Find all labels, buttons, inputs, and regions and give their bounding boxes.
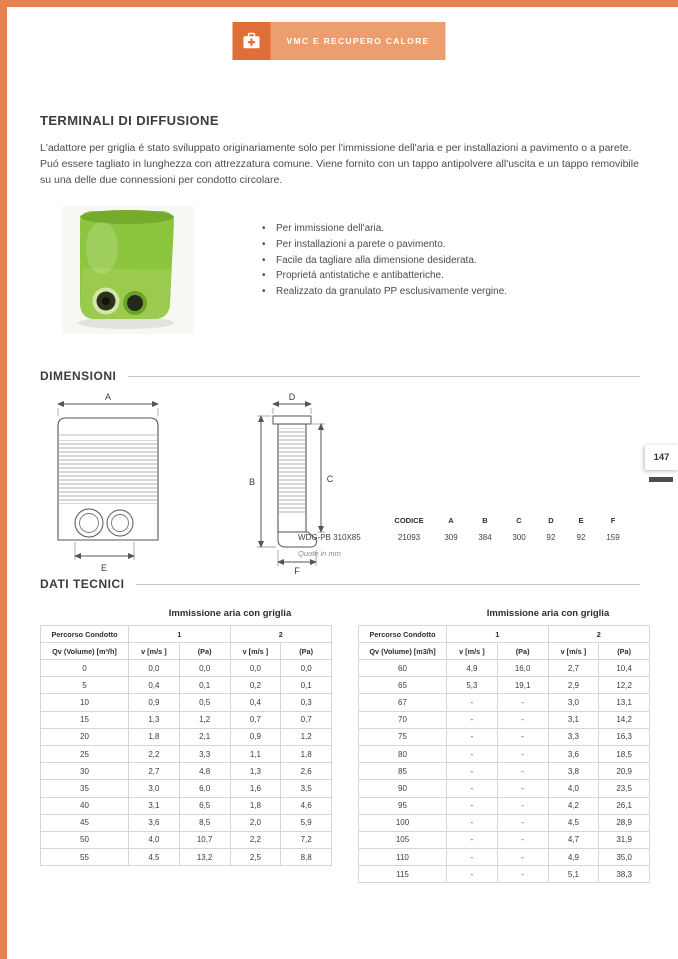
value-cell: 3,5 bbox=[281, 780, 332, 797]
value-cell: 2,9 bbox=[548, 677, 599, 694]
spec-value-f: 159 bbox=[606, 533, 620, 542]
tech-table-title: Immissione aria con griglia bbox=[486, 608, 610, 619]
spec-header-f: F bbox=[610, 516, 616, 525]
table-row bbox=[41, 660, 332, 677]
value-cell: 4,0 bbox=[548, 780, 599, 797]
spec-header-b: B bbox=[482, 516, 488, 525]
qv-cell: 45 bbox=[41, 814, 129, 831]
value-cell: 1,8 bbox=[281, 745, 332, 762]
value-cell: 6,0 bbox=[179, 780, 230, 797]
value-cell: 8,8 bbox=[281, 849, 332, 866]
value-cell: - bbox=[497, 728, 548, 745]
bullet-icon: • bbox=[262, 223, 266, 234]
page-title: TERMINALI DI DIFFUSIONE bbox=[40, 113, 219, 128]
value-cell: 3,0 bbox=[548, 694, 599, 711]
value-cell: 4,6 bbox=[281, 797, 332, 814]
value-cell: 8,5 bbox=[179, 814, 230, 831]
qv-cell: 50 bbox=[41, 831, 129, 848]
value-cell: 1,6 bbox=[230, 780, 281, 797]
qv-cell: 0 bbox=[41, 660, 129, 677]
value-cell: 3,0 bbox=[129, 780, 180, 797]
table-row bbox=[41, 711, 332, 728]
value-cell: 0,5 bbox=[179, 694, 230, 711]
heading-rule bbox=[136, 584, 640, 585]
value-cell: - bbox=[497, 694, 548, 711]
qv-cell: 75 bbox=[359, 728, 447, 745]
table-row bbox=[41, 831, 332, 848]
value-cell: 0,0 bbox=[129, 660, 180, 677]
list-item bbox=[262, 284, 632, 300]
value-cell: 3,1 bbox=[548, 711, 599, 728]
value-cell: 12,2 bbox=[599, 677, 650, 694]
value-cell: 4,8 bbox=[179, 763, 230, 780]
qv-cell: 80 bbox=[359, 745, 447, 762]
tech-table bbox=[358, 625, 650, 883]
table-row bbox=[359, 711, 650, 728]
sub-header: (Pa) bbox=[497, 643, 548, 660]
value-cell: - bbox=[497, 763, 548, 780]
group-header: 1 bbox=[447, 626, 549, 643]
value-cell: 0,1 bbox=[281, 677, 332, 694]
bullet-icon: • bbox=[262, 238, 266, 250]
value-cell: 4,9 bbox=[548, 849, 599, 866]
qv-cell: 115 bbox=[359, 866, 447, 883]
value-cell: 0,0 bbox=[230, 660, 281, 677]
value-cell: 3,3 bbox=[548, 728, 599, 745]
value-cell: 13,2 bbox=[179, 849, 230, 866]
sub-header: v [m/s ] bbox=[447, 643, 498, 660]
value-cell: 2,2 bbox=[230, 831, 281, 848]
value-cell: 2,1 bbox=[179, 728, 230, 745]
value-cell: - bbox=[497, 711, 548, 728]
qv-cell: 105 bbox=[359, 831, 447, 848]
value-cell: 1,1 bbox=[230, 745, 281, 762]
value-cell: 13,1 bbox=[599, 694, 650, 711]
list-item bbox=[262, 221, 632, 237]
list-item bbox=[262, 268, 632, 284]
table-row bbox=[359, 831, 650, 848]
value-cell: 0,0 bbox=[179, 660, 230, 677]
bullet-icon: • bbox=[262, 270, 266, 282]
value-cell: 2,2 bbox=[129, 745, 180, 762]
value-cell: 1,3 bbox=[129, 711, 180, 728]
spec-value-b: 384 bbox=[478, 533, 492, 542]
table-header-row bbox=[41, 626, 332, 643]
spec-header-e: E bbox=[578, 516, 584, 525]
bullet-text: Facile da tagliare alla dimensione desiderata. bbox=[276, 254, 477, 266]
value-cell: 10,4 bbox=[599, 660, 650, 677]
value-cell: 1,2 bbox=[179, 711, 230, 728]
qv-cell: 35 bbox=[41, 780, 129, 797]
table-row bbox=[359, 849, 650, 866]
value-cell: 19,1 bbox=[497, 677, 548, 694]
qv-cell: 95 bbox=[359, 797, 447, 814]
qv-cell: 25 bbox=[41, 745, 129, 762]
tech-table-title: Immissione aria con griglia bbox=[168, 608, 292, 619]
value-cell: - bbox=[447, 711, 498, 728]
table-header-row bbox=[359, 626, 650, 643]
feature-bullet-list bbox=[262, 221, 632, 300]
table-row bbox=[359, 780, 650, 797]
value-cell: - bbox=[497, 866, 548, 883]
corner-header: Percorso Condotto bbox=[41, 626, 129, 643]
value-cell: 14,2 bbox=[599, 711, 650, 728]
value-cell: 4,2 bbox=[548, 797, 599, 814]
value-cell: 16,0 bbox=[497, 660, 548, 677]
bullet-text: Proprietá antistatiche e antibatteriche. bbox=[276, 270, 444, 282]
value-cell: - bbox=[447, 849, 498, 866]
spec-header-a: A bbox=[448, 516, 454, 525]
value-cell: 2,0 bbox=[230, 814, 281, 831]
value-cell: 3,6 bbox=[548, 745, 599, 762]
spec-header-d: D bbox=[548, 516, 554, 525]
dimensioni-heading bbox=[40, 369, 640, 383]
sub-header: (Pa) bbox=[599, 643, 650, 660]
value-cell: - bbox=[447, 814, 498, 831]
table-row bbox=[359, 866, 650, 883]
table-row bbox=[359, 763, 650, 780]
dim-label-e: E bbox=[100, 563, 108, 573]
group-header: 1 bbox=[129, 626, 231, 643]
value-cell: - bbox=[497, 780, 548, 797]
bullet-text: Per immissione dell'aria. bbox=[276, 223, 385, 234]
value-cell: 0,1 bbox=[179, 677, 230, 694]
value-cell: 2,7 bbox=[548, 660, 599, 677]
value-cell: 1,8 bbox=[129, 728, 180, 745]
table-row bbox=[359, 745, 650, 762]
value-cell: 0,0 bbox=[281, 660, 332, 677]
dim-label-b: B bbox=[248, 477, 256, 487]
table-row bbox=[41, 728, 332, 745]
value-cell: 1,8 bbox=[230, 797, 281, 814]
list-item bbox=[262, 253, 632, 269]
table-row bbox=[41, 814, 332, 831]
spec-header-codice: CODICE bbox=[394, 516, 424, 525]
qv-cell: 55 bbox=[41, 849, 129, 866]
page-number-box bbox=[645, 445, 678, 470]
table-row bbox=[41, 694, 332, 711]
sub-header: (Pa) bbox=[281, 643, 332, 660]
qv-cell: 85 bbox=[359, 763, 447, 780]
value-cell: 38,3 bbox=[599, 866, 650, 883]
value-cell: 7,2 bbox=[281, 831, 332, 848]
table-subheader-row bbox=[41, 643, 332, 660]
value-cell: 26,1 bbox=[599, 797, 650, 814]
spec-model-name: WDG-PB 310X85 bbox=[298, 533, 361, 542]
value-cell: 4,5 bbox=[548, 814, 599, 831]
value-cell: 4,9 bbox=[447, 660, 498, 677]
page-tab-underline bbox=[649, 477, 673, 482]
sub-header: v [m/s ] bbox=[129, 643, 180, 660]
value-cell: - bbox=[497, 849, 548, 866]
spec-value-e: 92 bbox=[576, 533, 586, 542]
value-cell: - bbox=[447, 780, 498, 797]
spec-value-c: 300 bbox=[512, 533, 526, 542]
value-cell: - bbox=[497, 745, 548, 762]
value-cell: 2,7 bbox=[129, 763, 180, 780]
table-row bbox=[359, 677, 650, 694]
value-cell: 18,5 bbox=[599, 745, 650, 762]
spec-value-a: 309 bbox=[444, 533, 458, 542]
value-cell: 0,3 bbox=[281, 694, 332, 711]
category-badge-label: VMC E RECUPERO CALORE bbox=[270, 22, 445, 60]
sub-header: (Pa) bbox=[179, 643, 230, 660]
table-row bbox=[359, 694, 650, 711]
product-photo bbox=[62, 206, 194, 334]
value-cell: - bbox=[447, 797, 498, 814]
value-cell: - bbox=[497, 797, 548, 814]
value-cell: 0,4 bbox=[129, 677, 180, 694]
qv-cell: 40 bbox=[41, 797, 129, 814]
qv-cell: 65 bbox=[359, 677, 447, 694]
qv-cell: 5 bbox=[41, 677, 129, 694]
value-cell: - bbox=[447, 694, 498, 711]
value-cell: 0,2 bbox=[230, 677, 281, 694]
qv-cell: 20 bbox=[41, 728, 129, 745]
sub-header: v [m/s ] bbox=[548, 643, 599, 660]
value-cell: - bbox=[447, 831, 498, 848]
table-row bbox=[359, 797, 650, 814]
tech-table-right bbox=[358, 608, 650, 883]
page-number: 147 bbox=[653, 452, 670, 463]
group-header: 2 bbox=[230, 626, 332, 643]
qv-cell: 90 bbox=[359, 780, 447, 797]
value-cell: 2,6 bbox=[281, 763, 332, 780]
section-title: DATI TECNICI bbox=[40, 577, 125, 591]
dim-label-d: D bbox=[288, 392, 296, 402]
qv-cell: 70 bbox=[359, 711, 447, 728]
value-cell: 3,1 bbox=[129, 797, 180, 814]
front-view-drawing bbox=[58, 392, 158, 573]
heading-rule bbox=[128, 376, 640, 377]
table-row bbox=[359, 660, 650, 677]
qv-header: Qv (Volume) [m3/h] bbox=[359, 643, 447, 660]
value-cell: 5,3 bbox=[447, 677, 498, 694]
tech-table-left bbox=[40, 608, 332, 866]
spec-value-codice: 21093 bbox=[397, 533, 421, 542]
value-cell: 0,7 bbox=[281, 711, 332, 728]
value-cell: 20,9 bbox=[599, 763, 650, 780]
table-row bbox=[359, 728, 650, 745]
spec-value-d: 92 bbox=[546, 533, 556, 542]
page-border-top bbox=[0, 0, 678, 7]
value-cell: - bbox=[447, 763, 498, 780]
bullet-icon: • bbox=[262, 286, 266, 298]
value-cell: 2,5 bbox=[230, 849, 281, 866]
value-cell: - bbox=[497, 814, 548, 831]
value-cell: - bbox=[447, 728, 498, 745]
table-row bbox=[41, 677, 332, 694]
intro-paragraph: L'adattore per griglia é stato sviluppato originariamente solo per l'immissione dell'aria e per installazioni a pavimento o a parete. Puó essere tagliato in lunghezza con attrezzatura comune. Viene fornito con un tappo antipolvere all'uscita e un tappo removibile su una delle due connessioni per condotto circolare. bbox=[40, 142, 639, 186]
codice-table bbox=[298, 516, 634, 558]
value-cell: 4,0 bbox=[129, 831, 180, 848]
group-header: 2 bbox=[548, 626, 650, 643]
dim-label-a: A bbox=[104, 392, 112, 402]
value-cell: - bbox=[447, 866, 498, 883]
corner-header: Percorso Condotto bbox=[359, 626, 447, 643]
value-cell: 28,9 bbox=[599, 814, 650, 831]
value-cell: 5,9 bbox=[281, 814, 332, 831]
toolbox-icon bbox=[241, 32, 261, 50]
value-cell: 0,4 bbox=[230, 694, 281, 711]
qv-cell: 60 bbox=[359, 660, 447, 677]
value-cell: 0,9 bbox=[129, 694, 180, 711]
sub-header: v [m/s ] bbox=[230, 643, 281, 660]
qv-cell: 10 bbox=[41, 694, 129, 711]
spec-header-c: C bbox=[516, 516, 522, 525]
tech-table bbox=[40, 625, 332, 866]
table-subheader-row bbox=[359, 643, 650, 660]
value-cell: 3,8 bbox=[548, 763, 599, 780]
value-cell: 5,1 bbox=[548, 866, 599, 883]
value-cell: 0,9 bbox=[230, 728, 281, 745]
value-cell: 10,7 bbox=[179, 831, 230, 848]
table-row bbox=[41, 763, 332, 780]
value-cell: 6,5 bbox=[179, 797, 230, 814]
bullet-icon: • bbox=[262, 254, 266, 266]
value-cell: 23,5 bbox=[599, 780, 650, 797]
dati-tecnici-heading bbox=[40, 577, 640, 591]
value-cell: 1,3 bbox=[230, 763, 281, 780]
bullet-text: Realizzato da granulato PP esclusivamente vergine. bbox=[276, 286, 508, 298]
badge-icon-box bbox=[232, 22, 270, 60]
bullet-text: Per installazioni a parete o pavimento. bbox=[276, 238, 446, 250]
value-cell: 1,2 bbox=[281, 728, 332, 745]
list-item bbox=[262, 237, 632, 253]
value-cell: 4,7 bbox=[548, 831, 599, 848]
table-row bbox=[41, 849, 332, 866]
qv-header: Qv (Volume) [m³/h] bbox=[41, 643, 129, 660]
value-cell: 3,6 bbox=[129, 814, 180, 831]
value-cell: 31,9 bbox=[599, 831, 650, 848]
table-row bbox=[41, 745, 332, 762]
table-row bbox=[359, 814, 650, 831]
value-cell: - bbox=[497, 831, 548, 848]
dim-label-c: C bbox=[326, 474, 334, 484]
page-number-tab bbox=[640, 445, 678, 482]
qv-cell: 30 bbox=[41, 763, 129, 780]
qv-cell: 67 bbox=[359, 694, 447, 711]
value-cell: 3,3 bbox=[179, 745, 230, 762]
value-cell: 35,0 bbox=[599, 849, 650, 866]
table-row bbox=[41, 797, 332, 814]
value-cell: - bbox=[447, 745, 498, 762]
value-cell: 4,5 bbox=[129, 849, 180, 866]
qv-cell: 15 bbox=[41, 711, 129, 728]
page-border-left bbox=[0, 0, 7, 959]
section-title: DIMENSIONI bbox=[40, 369, 117, 383]
spec-note: Quote in mm bbox=[298, 549, 341, 558]
value-cell: 0,7 bbox=[230, 711, 281, 728]
table-row bbox=[41, 780, 332, 797]
qv-cell: 100 bbox=[359, 814, 447, 831]
dim-label-f: F bbox=[294, 566, 300, 575]
category-badge bbox=[232, 22, 445, 60]
qv-cell: 110 bbox=[359, 849, 447, 866]
value-cell: 16,3 bbox=[599, 728, 650, 745]
